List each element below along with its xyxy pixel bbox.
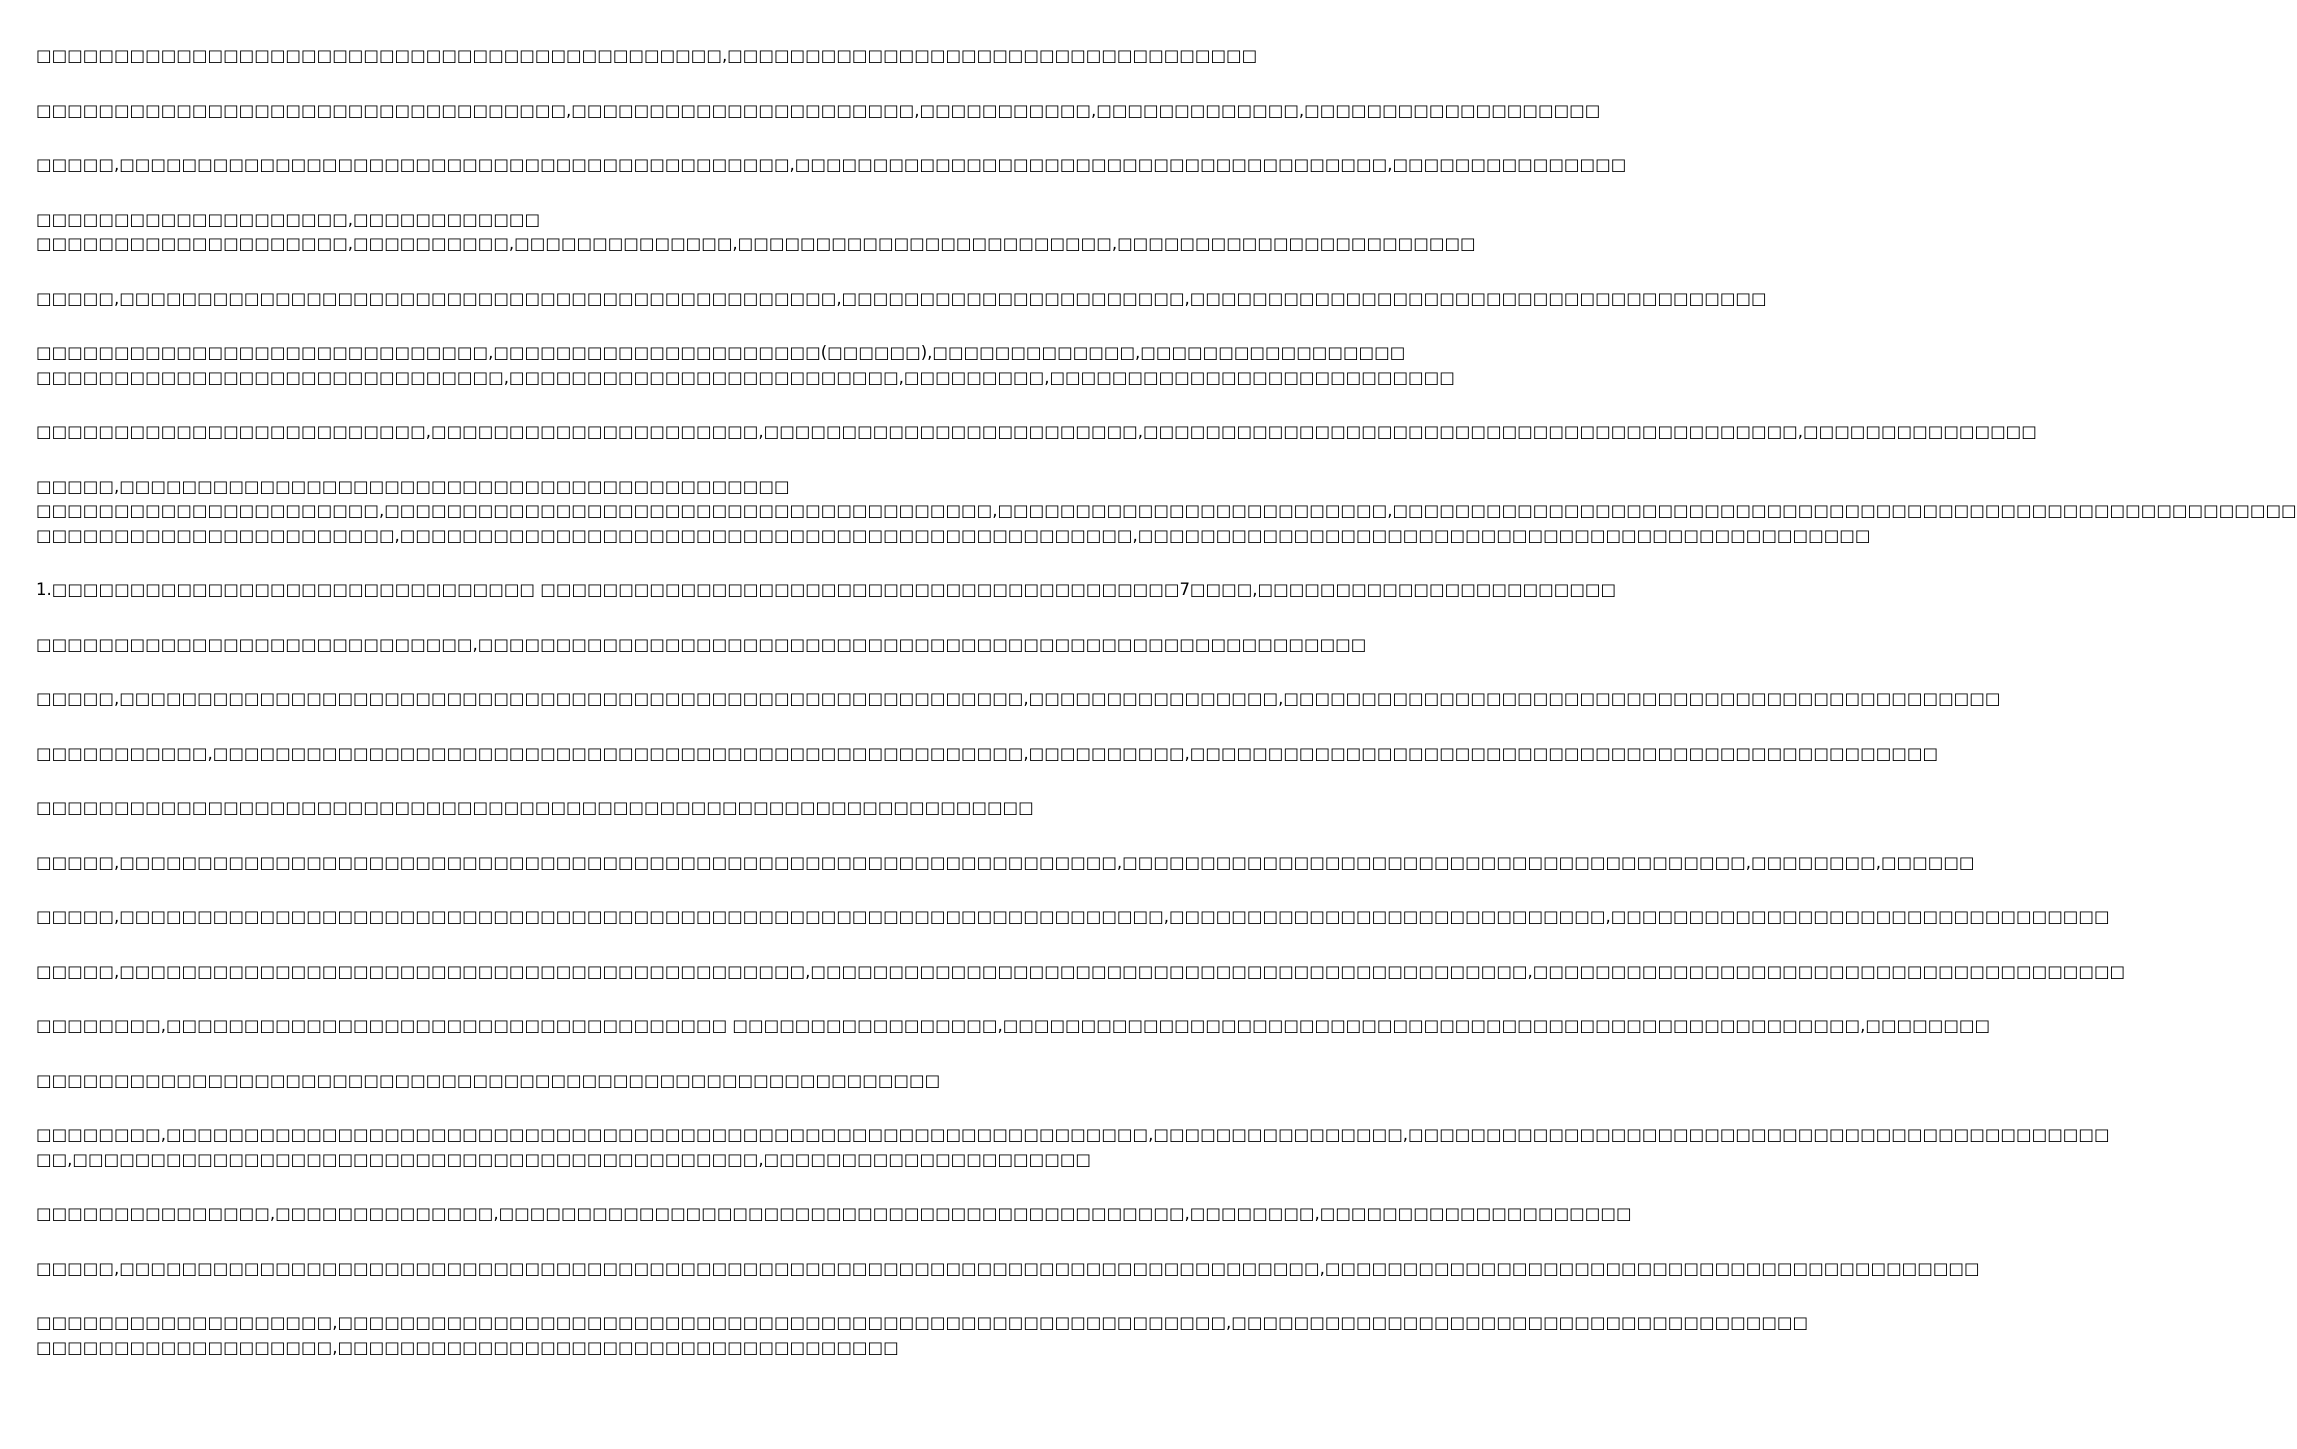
text-line: □□,□□□□□□□□□□□□□□□□□□□□□□□□□□□□□□□□□□□□□□□□□□□□,□□□□□□□□□□□□□□□□□□□□□ bbox=[36, 1149, 1091, 1169]
document-body bbox=[36, 44, 2297, 1390]
paragraph bbox=[36, 420, 2037, 445]
text-line: □□□□□,□□□□□□□□□□□□□□□□□□□□□□□□□□□□□□□□□□□□□□□□□□□,□□□□□□□□□□□□□□□□□□□□□□□□□□□□□□□□□□□□□□,□□□□□□□□□□□□□□□ bbox=[36, 155, 1627, 174]
text-line: □□□□□,□□□□□□□□□□□□□□□□□□□□□□□□□□□□□□□□□□□□□□□□□□□□□□□□□□□□□□□□□□□□□□□□,□□□□□□□□□□□□□□□□□□□□□□□□□□□□□□□□□□□□□□□□,□□□□□□□□,□□□□□□ bbox=[36, 852, 1975, 872]
paragraph bbox=[36, 796, 1034, 821]
text-line: □□□□□□□□,□□□□□□□□□□□□□□□□□□□□□□□□□□□□□□□□□□□□ □□□□□□□□□□□□□□□□□,□□□□□□□□□□□□□□□□□□□□□□□□□□□□□□□□□□□□□□□□□□□□□□□□□□□□□□□,□□□□□□□□ bbox=[36, 1016, 1991, 1035]
text-line: □□□□□,□□□□□□□□□□□□□□□□□□□□□□□□□□□□□□□□□□□□□□□□□□□□,□□□□□□□□□□□□□□□□□□□□□□□□□□□□□□□□□□□□□□□□□□□□□□,□□□□□□□□□□□□□□□□□□□□□□□□□□□□□□□□□□□□□□ bbox=[36, 961, 2126, 981]
paragraph bbox=[36, 153, 1627, 178]
text-line: □□□□□□□□□□□□□□□□□□□□,□□□□□□□□□□□□ bbox=[36, 209, 541, 229]
text-line: □□□□□□□□□□□□□□□□□□□,□□□□□□□□□□□□□□□□□□□□□□□□□□□□□□□□□□□□ bbox=[36, 1337, 899, 1357]
text-line: □□□□□□□□□□□□□□□□□□□□□□□,□□□□□□□□□□□□□□□□□□□□□□□□□□□□□□□□□□□□□□□□□□□□□□□,□□□□□□□□□□□□□□□□□□□□□□□□□□□□□□□□□□□□□□□□□□□□□□□ bbox=[36, 525, 1871, 545]
paragraph bbox=[36, 687, 2001, 712]
text-line: □□□□□□□□□□□□□□□□□□□□□□□□□□□□□□□□□□,□□□□□□□□□□□□□□□□□□□□□□,□□□□□□□□□□□,□□□□□□□□□□□□□,□□□□□□□□□□□□□□□□□□□ bbox=[36, 100, 1601, 120]
text-line: □□□□□□□□□□□□□□□,□□□□□□□□□□□□□□,□□□□□□□□□□□□□□□□□□□□□□□□□□□□□□□□□□□□□□□□□□□□,□□□□□□□□,□□□□□□□□□□□□□□□□□□□□ bbox=[36, 1204, 1632, 1223]
paragraph bbox=[36, 1069, 990, 1094]
text-line: □□□□□□□□□□□□□□□□□□□□□□□□□□□□□□□□□□□□□□□□□□□□□□□□□□□□□□□□□□□□□□□□ bbox=[36, 798, 1034, 817]
paragraph bbox=[36, 44, 1258, 69]
paragraph bbox=[36, 475, 2297, 549]
text-line: □□□□□,□□□□□□□□□□□□□□□□□□□□□□□□□□□□□□□□□□□□□□□□□□□ bbox=[36, 476, 790, 496]
text-line: □□□□□□□□□□□□□□□□□□□□□□,□□□□□□□□□□□□□□□□□□□□□□□□□□□□□□□□□□□□□□□,□□□□□□□□□□□□□□□□□□□□□□□□□,□□□□□□□□□□□□□□□□□□□□□□□□□□□□□□□□□□□□□□□□□□□□□□□□□□□□□□□□□□ bbox=[36, 501, 2297, 520]
paragraph bbox=[36, 208, 1476, 257]
text-line: □□□□□,□□□□□□□□□□□□□□□□□□□□□□□□□□□□□□□□□□□□□□□□□□□□□□□□□□□□□□□□□□□□□□□□□□□□□□□□□□□□□,□□□□□□□□□□□□□□□□□□□□□□□□□□□□□□□□□□□□□□□□□□ bbox=[36, 1258, 1980, 1278]
paragraph bbox=[36, 1202, 1632, 1227]
text-line: □□□□□,□□□□□□□□□□□□□□□□□□□□□□□□□□□□□□□□□□□□□□□□□□□□□□,□□□□□□□□□□□□□□□□□□□□□□,□□□□□□□□□□□□□□□□□□□□□□□□□□□□□□□□□□□□□ bbox=[36, 288, 1767, 308]
paragraph bbox=[36, 742, 1939, 767]
paragraph bbox=[36, 633, 1367, 658]
paragraph bbox=[36, 99, 1601, 124]
paragraph bbox=[36, 1311, 1809, 1360]
paragraph bbox=[36, 341, 1455, 390]
paragraph bbox=[36, 1123, 2110, 1172]
paragraph bbox=[36, 905, 2110, 930]
paragraph bbox=[36, 960, 2126, 985]
text-line: □□□□□□□□□□□,□□□□□□□□□□□□□□□□□□□□□□□□□□□□□□□□□□□□□□□□□□□□□□□□□□□□,□□□□□□□□□□,□□□□□□□□□□□□□□□□□□□□□□□□□□□□□□□□□□□□□□□□□□□□□□□□ bbox=[36, 743, 1939, 763]
text-line: □□□□□□□□□□□□□□□□□□□□,□□□□□□□□□□,□□□□□□□□□□□□□□,□□□□□□□□□□□□□□□□□□□□□□□□,□□□□□□□□□□□□□□□□□□□□□□□ bbox=[36, 234, 1476, 253]
text-line: □□□□□□□□□□□□□□□□□□□□□□□□□□□□,□□□□□□□□□□□□□□□□□□□□□□□□□□□□□□□□□□□□□□□□□□□□□□□□□□□□□□□□□ bbox=[36, 634, 1367, 654]
text-line: □□□□□□□□□□□□□□□□□□□,□□□□□□□□□□□□□□□□□□□□□□□□□□□□□□□□□□□□□□□□□□□□□□□□□□□□□□□□□,□□□□□□□□□□□□□□□□□□□□□□□□□□□□□□□□□□□□□ bbox=[36, 1313, 1809, 1332]
text-line: □□□□□□□□□□□□□□□□□□□□□□□□□□□□□□□□□□□□□□□□□□□□□□□□□□□□□□□□□□ bbox=[36, 1070, 941, 1090]
paragraph bbox=[36, 287, 1767, 312]
text-line: □□□□□□□□□□□□□□□□□□□□□□□□□□□□□□□□□□□□□□□□□□□□,□□□□□□□□□□□□□□□□□□□□□□□□□□□□□□□□□□ bbox=[36, 46, 1258, 65]
text-line: □□□□□□□□,□□□□□□□□□□□□□□□□□□□□□□□□□□□□□□□□□□□□□□□□□□□□□□□□□□□□□□□□□□□□□□□,□□□□□□□□□□□□□□□□,□□□□□□□□□□□□□□□□□□□□□□□□□□□□□□□□□□□□□□□□□□□□□ bbox=[36, 1125, 2110, 1144]
paragraph bbox=[36, 1014, 1991, 1039]
text-line: □□□□□,□□□□□□□□□□□□□□□□□□□□□□□□□□□□□□□□□□□□□□□□□□□□□□□□□□□□□□□□□□□□□□□□□□□,□□□□□□□□□□□□□□□□□□□□□□□□□□□□,□□□□□□□□□□□□□□□□□□□□□□□□□□□□□□□□ bbox=[36, 907, 2110, 926]
text-line: □□□□□□□□□□□□□□□□□□□□□□□□□,□□□□□□□□□□□□□□□□□□□□□,□□□□□□□□□□□□□□□□□□□□□□□□,□□□□□□□□□□□□□□□□□□□□□□□□□□□□□□□□□□□□□□□□□□,□□□□□□□□□□□□□□□ bbox=[36, 422, 2037, 441]
paragraph bbox=[36, 578, 1617, 603]
text-line: □□□□□□□□□□□□□□□□□□□□□□□□□□□□□□,□□□□□□□□□□□□□□□□□□□□□□□□□,□□□□□□□□□,□□□□□□□□□□□□□□□□□□□□□□□□□□ bbox=[36, 367, 1455, 387]
text-line: □□□□□□□□□□□□□□□□□□□□□□□□□□□□□,□□□□□□□□□□□□□□□□□□□□□(□□□□□□),□□□□□□□□□□□□□,□□□□□□□□□□□□□□□□□ bbox=[36, 343, 1406, 362]
text-line: 1.□□□□□□□□□□□□□□□□□□□□□□□□□□□□□□□ □□□□□□□□□□□□□□□□□□□□□□□□□□□□□□□□□□□□□□□□□7□□□□,□□□□□□□□□□□□□□□□□□□□□□□ bbox=[36, 580, 1617, 599]
text-line: □□□□□,□□□□□□□□□□□□□□□□□□□□□□□□□□□□□□□□□□□□□□□□□□□□□□□□□□□□□□□□□□,□□□□□□□□□□□□□□□□,□□□□□□□□□□□□□□□□□□□□□□□□□□□□□□□□□□□□□□□□□□□□□□ bbox=[36, 689, 2001, 708]
paragraph bbox=[36, 851, 1975, 876]
paragraph bbox=[36, 1257, 1980, 1282]
